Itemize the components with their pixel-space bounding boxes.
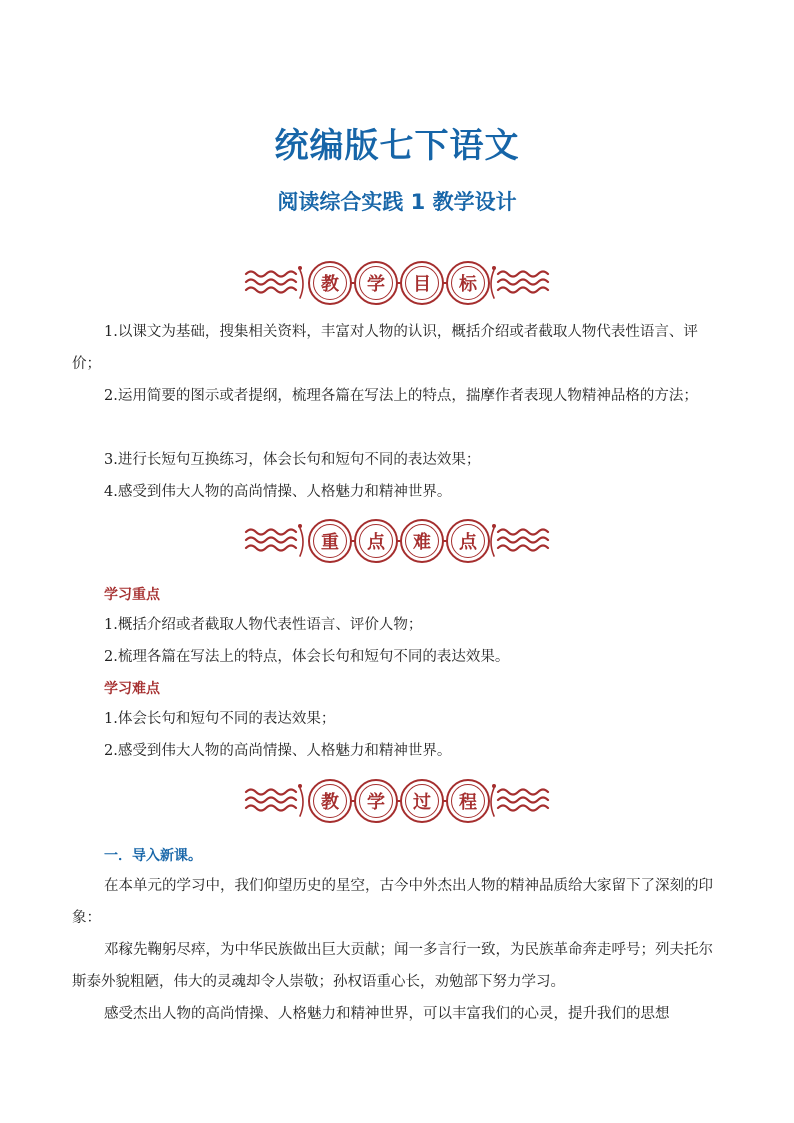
key-point-item: 1.概括介绍或者截取人物代表性语言、评价人物； <box>104 617 423 633</box>
banner-char-circle: 重 <box>308 519 352 563</box>
body-paragraph: 感受杰出人物的高尚情操、人格魅力和精神世界，可以丰富我们的心灵，提升我们的思想 <box>104 1006 670 1022</box>
document-title: 统编版七下语文 <box>274 126 520 166</box>
difficulty-item: 1.体会长句和短句不同的表达效果； <box>104 711 336 727</box>
objective-item: 4.感受到伟大人物的高尚情操、人格魅力和精神世界。 <box>104 484 452 500</box>
banner-char-circle: 教 <box>308 261 352 305</box>
body-paragraph: 在本单元的学习中，我们仰望历史的星空，古今中外杰出人物的精神品质给大家留下了深刻的印象： <box>72 878 713 926</box>
banner-objectives <box>240 256 554 312</box>
objective-item: 1.以课文为基础，搜集相关资料，丰富对人物的认识，概括介绍或者截取人物代表性语言、评价； <box>72 324 698 372</box>
banner-char-circle: 过 <box>400 779 444 823</box>
banner-key-points <box>240 514 554 570</box>
banner-char-circle: 目 <box>400 261 444 305</box>
banner-char-circle: 点 <box>446 519 490 563</box>
banner-char-circle: 点 <box>354 519 398 563</box>
difficulties-label: 学习难点 <box>104 681 160 697</box>
banner-char-circle: 学 <box>354 261 398 305</box>
document-subtitle: 阅读综合实践 1 教学设计 <box>277 190 517 214</box>
key-points-label: 学习重点 <box>104 587 160 603</box>
banner-char-circle: 标 <box>446 261 490 305</box>
banner-char-circle: 程 <box>446 779 490 823</box>
banner-process <box>240 774 554 830</box>
section-heading: 一．导入新课。 <box>104 848 202 864</box>
banner-char-circle: 难 <box>400 519 444 563</box>
objective-item: 3.进行长短句互换练习，体会长句和短句不同的表达效果； <box>104 452 481 468</box>
key-point-item: 2.梳理各篇在写法上的特点，体会长句和短句不同的表达效果。 <box>104 649 510 665</box>
banner-char-circle: 学 <box>354 779 398 823</box>
banner-char-circle: 教 <box>308 779 352 823</box>
difficulty-item: 2.感受到伟大人物的高尚情操、人格魅力和精神世界。 <box>104 743 452 759</box>
body-paragraph: 邓稼先鞠躬尽瘁，为中华民族做出巨大贡献；闻一多言行一致，为民族革命奔走呼号；列夫托尔斯泰外貌粗陋，伟大的灵魂却令人崇敬；孙权语重心长，劝勉部下努力学习。 <box>72 942 713 990</box>
objective-item: 2.运用简要的图示或者提纲，梳理各篇在写法上的特点，揣摩作者表现人物精神品格的方法； <box>104 388 698 404</box>
